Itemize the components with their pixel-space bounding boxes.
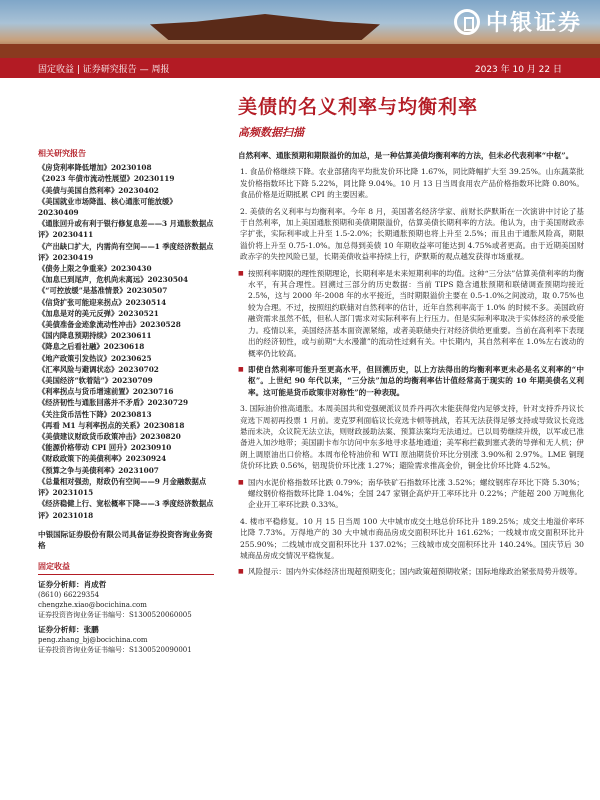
related-report-item[interactable]: 《2023 年债市流动性展望》20230119 (38, 174, 175, 184)
related-report-item[interactable]: 《预算之争与美债利率》20231007 (38, 465, 159, 475)
analyst-email[interactable]: chengzhe.xiao@bocichina.com (38, 600, 147, 609)
related-report-item[interactable]: 《再看 M1 与利率拐点的关系》20230818 (38, 420, 185, 430)
related-report-item[interactable]: 《“可控放缓”是基准情景》20230507 (38, 286, 168, 296)
analyst-name: 张鹏 (83, 624, 99, 634)
analyst-phone: (8610) 66229354 (38, 590, 100, 599)
bullet-theory: ■ 按照利率期限的理性预期理论，长期利率是未来短期利率的均值。这种“三分法”估算美债利率的均衡水平，有其合理性。回溯过三部分的历史数据：当前 TIPS 隐含通胀预期和联储调查预期均接近 2.5%，这与 2000 年-2008 年的水平接近，当时期限溢价主要在 0.5-1.0%之间波动，取 0.75%也较为合理。不过，按照纽约联储对自然利率的估计，近年自然利率高于 1.0% 的时候不多。美国政府融资需求虽然不低，但私人部门需求对实际利率有上行压力。但是实际利率取决于实体经济的承受能力。疫情以来，美国经济基本面资源紧缩，或者美联储央行对经济供给更重要。当前在高利率下表现出的经济韧性，或与前期“大水漫灌”的流动性过剩有关。中长期内，其自然利率在 1.0%左右波动的概率仍比较高。 (238, 268, 584, 359)
section-oil-prices: 3. 国际油价推高通胀。本周美国共和党强硬派议员乔丹再次未能获得党内足够支持，针对支持乔丹议长竞选下周初再投票 1 月前。麦克罗利面临议长竞选卡顿等挑战，若其无法获得足够支持或导致议长竞选悬而未决，众议院无法立法，则财政援助法案、预算法案均无法通过。已以局势继续升级，以军或已准备进入加沙地带；美国副卡布尔访问中东多地寻求基地通道；美军称拦截到塞式袭的导弹和无人机；伊朗上调原油出口价格。本周布伦特油价和 WTI 原油期货价环比分别涨 3.90%和 2.97%。LME 铜现货价环比跌 0.56%，铝现货价环比涨 1.27%；避险需求推高金价，铜金比价环比降 4.52%。 (240, 404, 584, 471)
related-report-item[interactable]: 《汇率风险与避调状态》20230702 (38, 364, 159, 374)
related-report-item[interactable]: 《美债准备金迹象流动性冲击》20230528 (38, 320, 181, 330)
related-report-item[interactable]: 《财政政策下的美债利率》20230924 (38, 454, 167, 464)
report-date: 2023 年 10 月 22 日 (474, 64, 562, 75)
related-report-item[interactable]: 《关注货币活性下降》20230813 (38, 409, 152, 419)
related-report-item[interactable]: 《通胀回升或有利于银行修复息差——3 月通胀数据点评》20230411 (38, 219, 214, 240)
analyst-card (38, 580, 214, 620)
section-food-prices: 1. 食品价格继续下降。农业部猪肉平均批发价环比降 1.67%，同比降幅扩大至 39.25%。山东蔬菜批发价格指数环比下降 5.22%，同比降 9.04%。10 月 13 日当周食用农产品价格指数环比降 0.80%。食品价格是近期抵累 CPI 的主要因素。 (240, 167, 584, 200)
related-report-item[interactable]: 《经济稳健上行、宽松概率下降——3 季度经济数据点评》20231018 (38, 499, 214, 520)
related-report-item[interactable]: 《美债建议财政货币政策冲击》20230820 (38, 432, 181, 442)
related-report-item[interactable]: 《美国就业市场降温、核心通胀可能放缓》20230409 (38, 196, 177, 218)
report-title: 美债的名义利率与均衡利率 (238, 96, 479, 118)
analysts-block (38, 580, 214, 655)
analyst-cert: 证券投资咨询业务证书编号：S1300520060005 (38, 610, 192, 619)
related-report-item[interactable]: 《总量相对强劲，财政仍有空间——9 月金融数据点评》20231015 (38, 476, 207, 498)
building-roof-graphic (150, 14, 380, 40)
bullet-conclusion: ■ 即使自然利率可能升至更高水平，但回溯历史，以上方法得出的均衡利率更未必是名义利率的“中枢”。上世纪 90 年代以来，“三分法”加总的均衡利率估计值经常高于现实的 10 年期美债名义利率。这可能是货币政策非对称性”的一种表现。 (238, 364, 584, 398)
related-report-item[interactable]: 《国内降息预期持续》20230611 (38, 331, 152, 341)
brand-logo (454, 6, 582, 37)
analyst-label: 证券分析师： (38, 624, 84, 634)
related-reports-list (38, 162, 214, 521)
related-report-item[interactable]: 《产出缺口扩大，内需尚有空间——1 季度经济数据点评》20230419 (38, 241, 214, 262)
analyst-cert: 证券投资咨询业务证书编号：S1300520090001 (38, 645, 192, 654)
related-report-item[interactable]: 《地产政策引发热议》20230625 (38, 353, 152, 363)
report-info-bar (0, 58, 600, 78)
section-label: 固定收益 (38, 561, 214, 575)
report-type: 固定收益 | 证券研究报告 — 周报 (38, 64, 170, 75)
analyst-name: 肖成哲 (83, 579, 107, 589)
brand-name: 中银证券 (485, 11, 582, 36)
related-report-item[interactable]: 《加息已到尾声，危机尚未离远》20230504 (38, 275, 189, 285)
related-report-item[interactable]: 《利率拐点与货币增速前置》20230716 (38, 387, 174, 397)
analyst-card (38, 625, 214, 655)
report-subtitle: 高频数据扫描 (238, 126, 304, 139)
related-report-item[interactable]: 《美国经济“软着陆”》20230709 (38, 376, 153, 386)
related-report-item[interactable]: 《信贷扩张可能迎来拐点》20230514 (38, 297, 167, 307)
related-report-item[interactable]: 《债务上限之争重来》20230430 (38, 264, 152, 274)
section-treasury-rates: 2. 美债的名义利率与均衡利率。今年 8 月，美国著名经济学家、前财长萨默斯在一次演讲中讨论了基于自然利率，加上美国通胀预期和美债期限溢价，估算美债长期利率的方法。他认为，由于美国财政赤字扩张，实际利率或上升至 1.5-2.0%；长期通胀预期也将上升至 2.5%；而且由于通胀风险高，期限溢价将上升至 0.75-1.0%。加总得到美债 10 年期收益率可能达到 4.75%或者更高。由于近期美国财政赤字的失控风险已显，长期美债收益率持续上行，萨默斯的观点越发获得市场重视。 (240, 206, 584, 262)
lead-paragraph: 自然利率、通胀预期和期限溢价的加总，是一种估算美债均衡利率的方法，但未必代表利率“中枢”。 (238, 151, 574, 160)
boc-logo-icon (454, 9, 480, 35)
analyst-email[interactable]: peng.zhang_bj@bocichina.com (38, 635, 148, 644)
related-report-item[interactable]: 《美债与美国自然利率》20230402 (38, 185, 159, 195)
bullet-risk: ■ 风险提示：国内外实体经济出现超预期变化；国内政策超预期收紧；国际地缘政治紧张局势升级等。 (238, 566, 584, 577)
section-property: 4. 楼市平稳修复。10 月 15 日当周 100 大中城市成交土地总价环比升 189.25%；成交土地溢价率环比降 7.73%。万得地产的 30 大中城市商品房成交面积环比升 161.62%；一线城市成交面积环比升 255.90%；二线城市成交面积环比升 137.02%；三线城市成交面积环比升 140.24%。国庆节后 30 城商品房成交情况平稳恢复。 (240, 516, 584, 560)
related-report-item[interactable]: 《能源价格带动 CPI 回升》20230910 (38, 443, 172, 453)
building-wall-graphic (0, 44, 600, 58)
related-report-item[interactable]: 《降息之后看社融》20230618 (38, 342, 145, 352)
analyst-label: 证券分析师： (38, 579, 84, 589)
header-banner (0, 0, 600, 58)
related-report-item[interactable]: 《房贷利率降低增加》20230108 (38, 163, 152, 173)
left-sidebar (38, 148, 214, 655)
related-report-item[interactable]: 《经济韧性与通胀回落并不矛盾》20230729 (38, 398, 189, 408)
related-heading: 相关研究报告 (38, 149, 86, 158)
bullet-domestic-commodities: ■ 国内水泥价格指数环比跌 0.79%；南华铁矿石指数环比涨 3.52%；螺纹钢库存环比下降 5.30%；螺纹钢价格指数环比降 1.04%；全国 247 家钢企高炉开工率环比升 0.22%；产能超 200 万吨焦化企业开工率环比跌 0.33%。 (238, 477, 584, 511)
org-statement: 中银国际证券股份有限公司具备证券投资咨询业务资格 (38, 529, 213, 550)
main-content (238, 150, 584, 583)
related-report-item[interactable]: 《加息是对的美元反弹》20230521 (38, 308, 159, 318)
